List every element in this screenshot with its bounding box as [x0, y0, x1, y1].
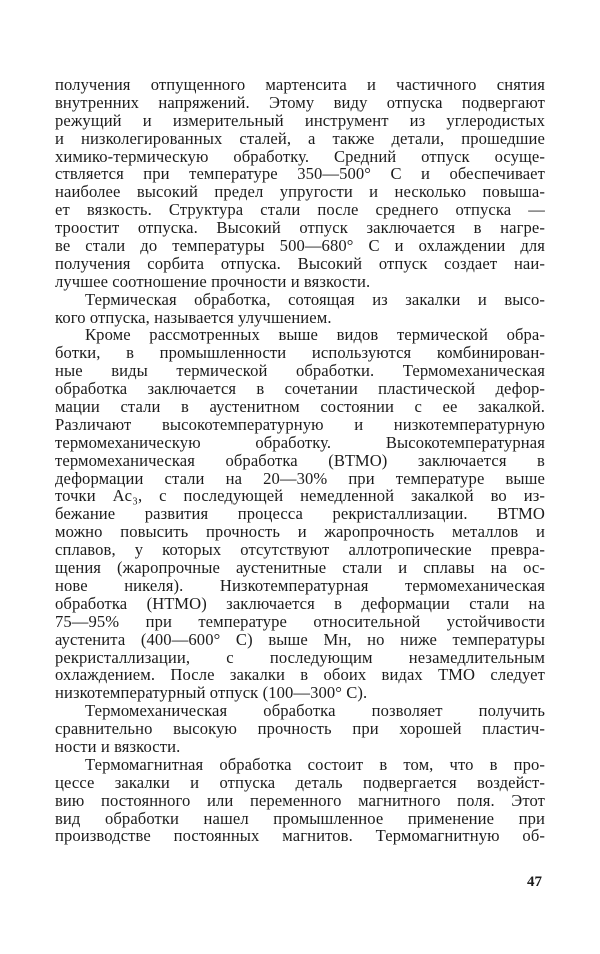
paragraph [55, 756, 545, 845]
text-line: можно повысить прочность и жаропрочность металлов и [55, 522, 545, 542]
text-line: деформации стали на 20—30% при температуре выше [55, 468, 545, 488]
text-line: получения отпущенного мартенсита и частичного снятия [55, 75, 545, 94]
paragraph [55, 326, 545, 702]
text-line: обработка (НТМО) заключается в деформации стали на [55, 593, 545, 613]
text-line: Термомагнитная обработка состоит в том, что в про- [85, 754, 545, 774]
text-line: термомеханическая обработка (ВТМО) заключается в [55, 450, 545, 470]
paragraph [55, 702, 545, 756]
text-line: лучшее соотношение прочности и вязкости. [55, 271, 371, 291]
text-line: низкотемпературный отпуск (100—300° С). [55, 683, 368, 703]
paragraph [55, 76, 545, 291]
text-line: рекристаллизации, с последующим незамедлительным [55, 647, 545, 667]
text-line: ве стали до температуры 500—680° С и охлаждении для [55, 236, 545, 256]
text-line: наиболее высокий предел упругости и несколько повыша- [55, 182, 545, 202]
text-line: режущий и измерительный инструмент из углеродистых [55, 110, 545, 130]
text-line: охлаждением. После закалки в обоих видах ТМО следует [55, 665, 545, 685]
text-line: цессе закалки и отпуска деталь подвергается воздейст- [55, 772, 545, 792]
text-line: ствляется при температуре 350—500° С и обеспечивает [55, 164, 545, 184]
text-line: сравнительно высокую прочность при хорошей пластич- [55, 719, 545, 739]
text-line: аустенита (400—600° С) выше Mн, но ниже температуры [55, 629, 545, 649]
text-line: обработка заключается в сочетании пластической дефор- [55, 379, 545, 399]
text-line: ности и вязкости. [55, 736, 181, 756]
text-line: ные виды термической обработки. Термомеханическая [55, 361, 545, 381]
text-line: троостит отпуска. Высокий отпуск заключается в нагре- [55, 218, 545, 238]
text-line: Кроме рассмотренных выше видов термической обра- [85, 325, 545, 345]
text-line: Термомеханическая обработка позволяет получить [85, 701, 545, 721]
text-line: кого отпуска, называется улучшением. [55, 307, 332, 327]
text-line: ботки, в промышленности используются комбинирован- [55, 343, 545, 363]
text-line: и низколегированных сталей, а также детали, прошедшие [55, 128, 545, 148]
text-line: нове никеля). Низкотемпературная термомеханическая [55, 575, 545, 595]
text-line: 75—95% при температуре относительной устойчивости [55, 611, 545, 631]
paragraph [55, 291, 545, 327]
text-line: щения (жаропрочные аустенитные стали и сплавы на ос- [55, 558, 545, 578]
text-line: вию постоянного или переменного магнитного поля. Этот [55, 790, 545, 810]
text-line: Термическая обработка, сотоящая из закалки и высо- [85, 289, 545, 309]
text-line: термомеханическую обработку. Высокотемпературная [55, 432, 545, 452]
text-line: мации стали в аустенитном состоянии с ее закалкой. [55, 397, 545, 417]
text-line: получения сорбита отпуска. Высокий отпуск создает наи- [55, 253, 545, 273]
text-line: сплавов, у которых отсутствуют аллотропические превра- [55, 540, 545, 560]
text-line: ет вязкость. Структура стали после среднего отпуска — [55, 200, 545, 220]
text-line: Различают высокотемпературную и низкотемпературную [55, 414, 545, 434]
text-line: вид обработки нашел промышленное применение при [55, 808, 545, 828]
page-number: 47 [527, 874, 542, 890]
text-line: химико-термическую обработку. Средний отпуск осуще- [55, 146, 545, 166]
text-line: производстве постоянных магнитов. Термомагнитную об- [55, 826, 545, 846]
page-body-text [55, 76, 545, 845]
text-line: точки Ac₃, с последующей немедленной закалкой во из- [55, 486, 545, 506]
text-line: внутренних напряжений. Этому виду отпуска подвергают [55, 92, 545, 112]
text-line: бежание развития процесса рекристаллизации. ВТМО [55, 504, 545, 524]
